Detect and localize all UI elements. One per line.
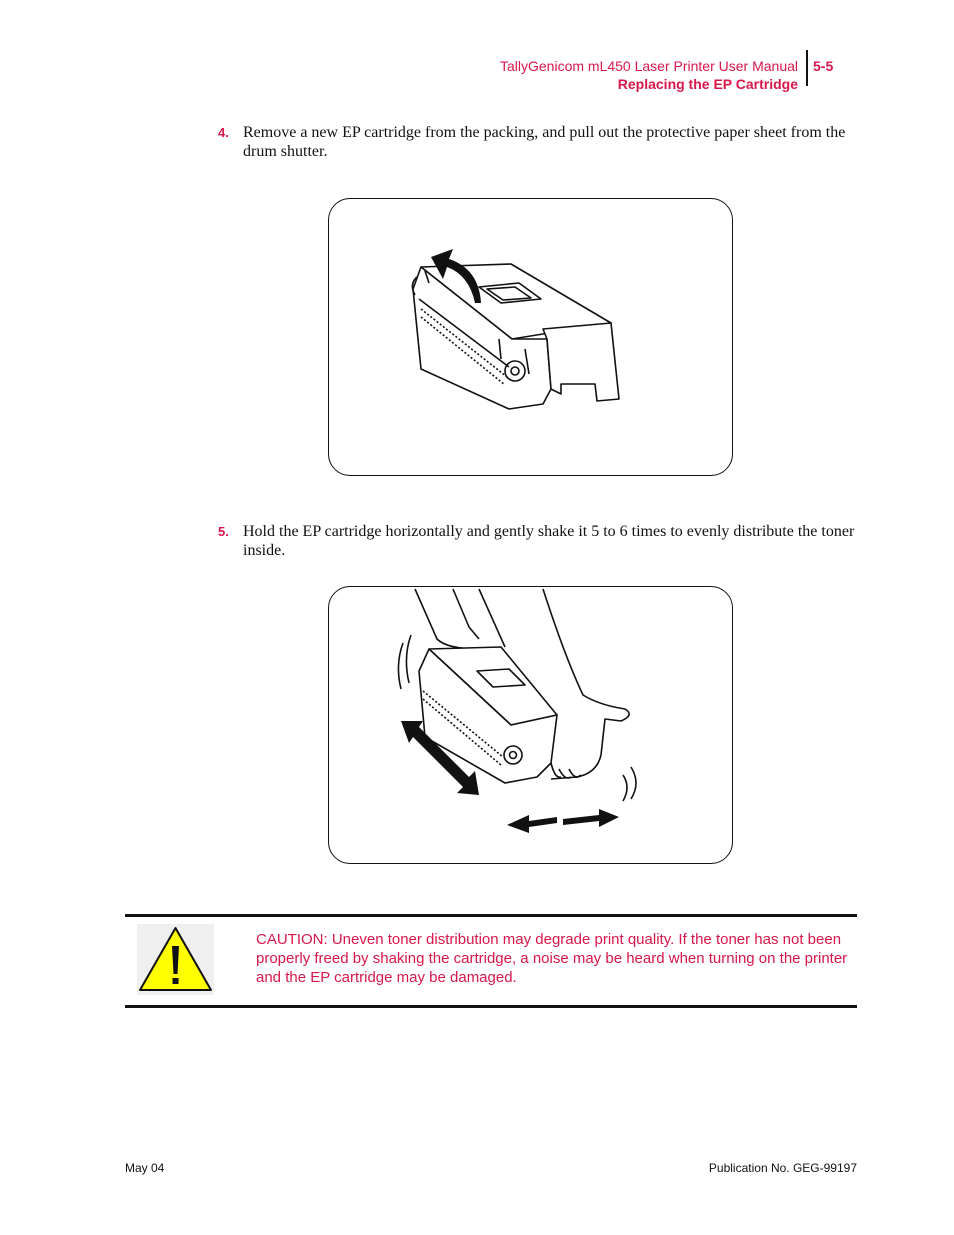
caution-text: CAUTION: Uneven toner distribution may degrade print quality. If the toner has not been properly freed by shaking the cartridge, a noise may be heard when turning on the printer and the EP cartridge may be damaged. [256,931,848,986]
figure-shake-cartridge [328,586,733,864]
shaking-illustration [329,587,733,864]
step-4 [218,123,858,161]
caution-bottom-rule [125,1005,857,1008]
footer-publication: Publication No. GEG-99197 [708,1161,857,1175]
step-text: Hold the EP cartridge horizontally and gently shake it 5 to 6 times to evenly distribute the toner inside. [243,523,855,559]
figure-remove-paper-sheet [328,198,733,476]
step-text: Remove a new EP cartridge from the packing, and pull out the protective paper sheet from the drum shutter. [243,124,846,160]
footer-date: May 04 [125,1161,165,1175]
warning-triangle-icon [137,924,214,995]
step-number: 4. [218,125,229,140]
page-number: 5-5 [813,58,834,74]
section-title: Replacing the EP Cartridge [617,76,798,92]
step-5 [218,522,858,560]
header-divider [806,50,808,86]
cartridge-illustration [329,199,733,476]
caution-top-rule [125,914,857,917]
step-number: 5. [218,524,229,539]
manual-title: TallyGenicom mL450 Laser Printer User Manual [499,58,798,74]
